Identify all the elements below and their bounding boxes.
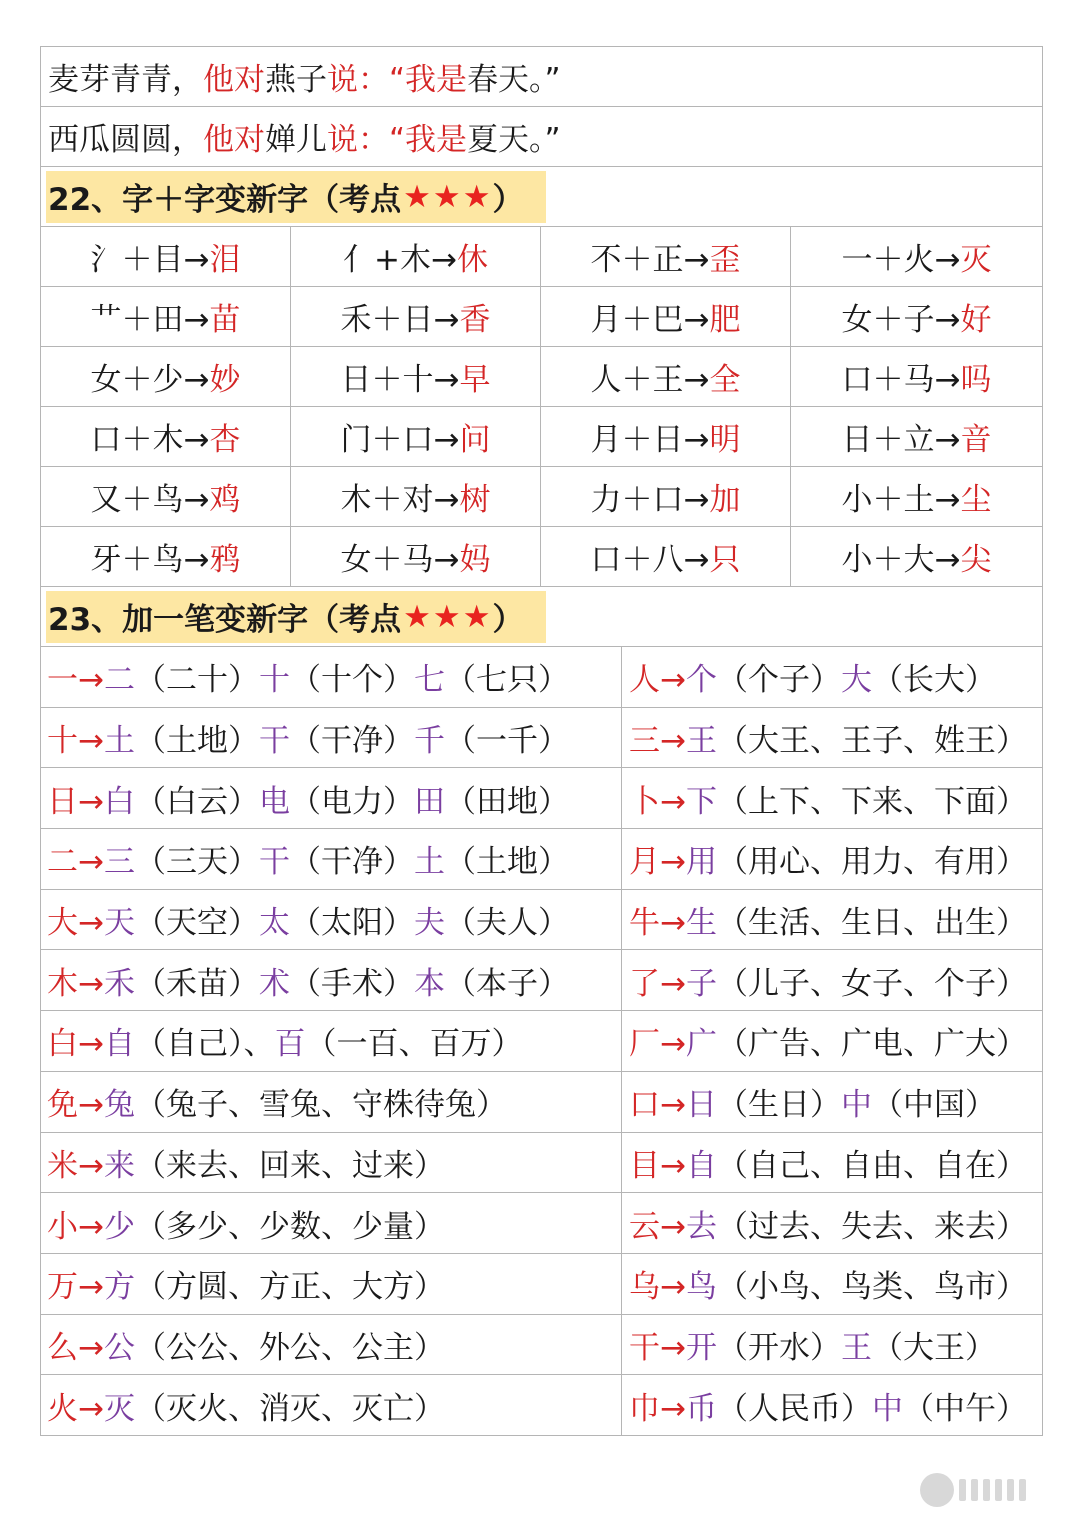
- stroke-words: （中午）: [902, 1390, 1027, 1427]
- compose-formula: 又＋鸟→: [90, 482, 210, 518]
- stroke-cell-left: [41, 1193, 622, 1253]
- compose-formula: 氵＋目→: [90, 242, 210, 278]
- stroke-cell-left: [41, 950, 622, 1010]
- stroke-row: [41, 890, 1042, 951]
- stroke-row: [41, 1133, 1042, 1194]
- stroke-new-char: 大: [840, 662, 872, 699]
- compose-formula: 一＋火→: [841, 242, 961, 278]
- stroke-cell-right: [622, 1133, 1042, 1193]
- compose-cell: [541, 467, 791, 526]
- stroke-row: [41, 708, 1042, 769]
- stroke-cell-right: [622, 1254, 1042, 1314]
- stroke-new-char: 土: [103, 723, 135, 760]
- compose-result: 早: [459, 362, 491, 398]
- stroke-new-char: 太: [258, 905, 290, 942]
- stroke-row: [41, 1011, 1042, 1072]
- compose-cell: [791, 347, 1042, 406]
- compose-cell: [41, 407, 291, 466]
- stroke-words: （公公、外公、公主）: [134, 1329, 445, 1366]
- stroke-words: （大王）: [871, 1329, 996, 1366]
- intro-text: 夏天。”: [467, 122, 561, 158]
- stroke-row: [41, 950, 1042, 1011]
- stroke-words: （太阳）: [289, 905, 414, 942]
- stroke-cell-right: [622, 1011, 1042, 1071]
- stroke-new-char: 方: [103, 1269, 135, 1306]
- stroke-cell-left: [41, 890, 622, 950]
- compose-result: 全: [709, 362, 741, 398]
- stroke-grid: [41, 647, 1042, 1436]
- stroke-new-char: 田: [413, 783, 445, 820]
- section-title-close: ）: [492, 602, 524, 638]
- stroke-new-char: 干: [258, 844, 290, 881]
- stroke-words: （自己）、: [134, 1026, 275, 1063]
- compose-result: 灭: [960, 242, 992, 278]
- stroke-row: [41, 1072, 1042, 1133]
- stroke-source: 乌→: [629, 1269, 686, 1306]
- compose-formula: 口＋八→: [590, 542, 710, 578]
- compose-formula: 禾＋日→: [340, 302, 460, 338]
- compose-cell: [41, 467, 291, 526]
- stroke-cell-right: [622, 890, 1042, 950]
- stroke-words: （夫人）: [444, 905, 569, 942]
- stroke-cell-right: [622, 1072, 1042, 1132]
- stroke-cell-right: [622, 708, 1042, 768]
- compose-result: 妙: [209, 362, 241, 398]
- stroke-new-char: 子: [685, 965, 717, 1002]
- compose-result: 歪: [709, 242, 741, 278]
- compose-formula: 力＋口→: [590, 482, 710, 518]
- stroke-row: [41, 1254, 1042, 1315]
- stroke-words: （禾苗）: [134, 965, 259, 1002]
- stroke-words: （生日）: [716, 1087, 841, 1124]
- stroke-new-char: 去: [685, 1208, 717, 1245]
- compose-result: 尖: [960, 542, 992, 578]
- intro-text: 麦芽青青，: [48, 62, 203, 98]
- stroke-source: 牛→: [629, 905, 686, 942]
- stroke-row: [41, 829, 1042, 890]
- stroke-cell-left: [41, 768, 622, 828]
- compose-row: [41, 407, 1042, 467]
- star-rating-icon: ★★★: [403, 178, 493, 215]
- stroke-cell-right: [622, 1315, 1042, 1375]
- stroke-cell-right: [622, 768, 1042, 828]
- stroke-words: （土地）: [444, 844, 569, 881]
- compose-formula: 人＋王→: [590, 362, 710, 398]
- compose-cell: [541, 527, 791, 586]
- stroke-new-char: 千: [413, 723, 445, 760]
- compose-row: [41, 227, 1042, 287]
- stroke-new-char: 七: [413, 662, 445, 699]
- stroke-new-char: 公: [103, 1329, 135, 1366]
- stroke-new-char: 广: [685, 1026, 717, 1063]
- stroke-cell-left: [41, 1254, 622, 1314]
- stroke-source: 二→: [47, 844, 104, 881]
- stroke-words: （七只）: [444, 662, 569, 699]
- stroke-cell-right: [622, 1375, 1042, 1435]
- stroke-words: （方圆、方正、大方）: [134, 1269, 445, 1306]
- stroke-cell-right: [622, 829, 1042, 889]
- stroke-new-char: 灭: [103, 1390, 135, 1427]
- intro-text-red: 说：“我是: [327, 62, 468, 98]
- stroke-new-char: 二: [103, 662, 135, 699]
- stroke-new-char: 禾: [103, 965, 135, 1002]
- compose-cell: [291, 527, 541, 586]
- compose-formula: 口＋马→: [841, 362, 961, 398]
- stroke-words: （一千）: [444, 723, 569, 760]
- compose-cell: [541, 227, 791, 286]
- compose-result: 尘: [960, 482, 992, 518]
- compose-formula: 女＋马→: [340, 542, 460, 578]
- stroke-new-char: 夫: [413, 905, 445, 942]
- stroke-new-char: 个: [685, 662, 717, 699]
- compose-cell: [291, 467, 541, 526]
- stroke-cell-left: [41, 647, 622, 707]
- stroke-source: 万→: [47, 1269, 104, 1306]
- stroke-words: （手术）: [289, 965, 414, 1002]
- stroke-new-char: 下: [685, 783, 717, 820]
- stroke-source: 火→: [47, 1390, 104, 1427]
- compose-result: 明: [709, 422, 741, 458]
- stroke-words: （个子）: [716, 662, 841, 699]
- section-22-header: [41, 167, 1042, 227]
- compose-formula: 日＋十→: [340, 362, 460, 398]
- compose-formula: 小＋大→: [841, 542, 961, 578]
- compose-formula: 口＋木→: [90, 422, 210, 458]
- stroke-source: 干→: [629, 1329, 686, 1366]
- stroke-source: 月→: [629, 844, 686, 881]
- compose-row: [41, 527, 1042, 587]
- stroke-words: （电力）: [289, 783, 414, 820]
- stroke-new-char: 白: [103, 783, 135, 820]
- stroke-cell-left: [41, 1133, 622, 1193]
- stroke-new-char: 中: [840, 1087, 872, 1124]
- stroke-row: [41, 1375, 1042, 1436]
- stroke-row: [41, 1193, 1042, 1254]
- intro-text-red: 他对: [203, 62, 265, 98]
- compose-result: 鸦: [209, 542, 241, 578]
- section-23-header: [41, 587, 1042, 647]
- compose-cell: [791, 407, 1042, 466]
- compose-formula: 小＋土→: [841, 482, 961, 518]
- stroke-words: （自己、自由、自在）: [716, 1147, 1027, 1184]
- stroke-words: （二十）: [134, 662, 259, 699]
- compose-formula: 不＋正→: [590, 242, 710, 278]
- compose-result: 树: [459, 482, 491, 518]
- compose-result: 好: [960, 302, 992, 338]
- stroke-new-char: 十: [258, 662, 290, 699]
- compose-cell: [41, 347, 291, 406]
- stroke-words: （干净）: [289, 723, 414, 760]
- star-rating-icon: ★★★: [403, 598, 493, 635]
- stroke-source: 目→: [629, 1147, 686, 1184]
- stroke-source: 巾→: [629, 1390, 686, 1427]
- stroke-new-char: 币: [685, 1390, 717, 1427]
- stroke-cell-right: [622, 950, 1042, 1010]
- stroke-cell-right: [622, 1193, 1042, 1253]
- stroke-words: （田地）: [444, 783, 569, 820]
- compose-result: 加: [709, 482, 741, 518]
- stroke-words: （来去、回来、过来）: [134, 1147, 445, 1184]
- compose-formula: 木＋对→: [340, 482, 460, 518]
- stroke-row: [41, 1315, 1042, 1376]
- stroke-new-char: 用: [685, 844, 717, 881]
- compose-result: 肥: [709, 302, 741, 338]
- stroke-source: 白→: [47, 1026, 104, 1063]
- stroke-source: 口→: [629, 1087, 686, 1124]
- intro-text: 西瓜圆圆，: [48, 122, 203, 158]
- stroke-source: 免→: [47, 1087, 104, 1124]
- stroke-new-char: 术: [258, 965, 290, 1002]
- compose-result: 妈: [459, 542, 491, 578]
- compose-result: 吗: [960, 362, 992, 398]
- stroke-words: （十个）: [289, 662, 414, 699]
- compose-result: 音: [960, 422, 992, 458]
- stroke-new-char: 三: [103, 844, 135, 881]
- intro-text-red: 他对: [203, 122, 265, 158]
- stroke-new-char: 王: [685, 723, 717, 760]
- stroke-words: （开水）: [716, 1329, 841, 1366]
- compose-cell: [291, 227, 541, 286]
- section-title-text: 22、字＋字变新字（考点: [48, 182, 402, 218]
- stroke-words: （一百、百万）: [305, 1026, 523, 1063]
- stroke-cell-left: [41, 1315, 622, 1375]
- stroke-source: 卜→: [629, 783, 686, 820]
- compose-result: 香: [459, 302, 491, 338]
- compose-cell: [41, 227, 291, 286]
- stroke-cell-left: [41, 1011, 622, 1071]
- stroke-new-char: 生: [685, 905, 717, 942]
- stroke-cell-left: [41, 829, 622, 889]
- compose-cell: [791, 467, 1042, 526]
- stroke-new-char: 日: [685, 1087, 717, 1124]
- compose-cell: [791, 227, 1042, 286]
- compose-cell: [41, 527, 291, 586]
- compose-result: 苗: [209, 302, 241, 338]
- compose-cell: [41, 287, 291, 346]
- compose-result: 休: [456, 242, 488, 278]
- stroke-source: 木→: [47, 965, 104, 1002]
- stroke-source: 米→: [47, 1147, 104, 1184]
- compose-result: 杏: [209, 422, 241, 458]
- stroke-words: （生活、生日、出生）: [716, 905, 1027, 942]
- stroke-new-char: 鸟: [685, 1269, 717, 1306]
- intro-text: 燕子: [265, 62, 327, 98]
- stroke-words: （三天）: [134, 844, 259, 881]
- stroke-source: 十→: [47, 723, 104, 760]
- stroke-words: （儿子、女子、个子）: [716, 965, 1027, 1002]
- stroke-source: 日→: [47, 783, 104, 820]
- stroke-new-char: 百: [274, 1026, 306, 1063]
- stroke-source: 一→: [47, 662, 104, 699]
- stroke-cell-left: [41, 1072, 622, 1132]
- stroke-new-char: 本: [413, 965, 445, 1002]
- stroke-new-char: 来: [103, 1147, 135, 1184]
- stroke-new-char: 土: [413, 844, 445, 881]
- compose-formula: 门＋口→: [340, 422, 460, 458]
- stroke-new-char: 自: [685, 1147, 717, 1184]
- stroke-words: （灭火、消灭、灭亡）: [134, 1390, 445, 1427]
- stroke-cell-left: [41, 708, 622, 768]
- compose-result: 问: [459, 422, 491, 458]
- compose-formula: 女＋子→: [841, 302, 961, 338]
- stroke-words: （本子）: [444, 965, 569, 1002]
- compose-result: 鸡: [209, 482, 241, 518]
- compose-cell: [541, 287, 791, 346]
- stroke-new-char: 干: [258, 723, 290, 760]
- stroke-words: （多少、少数、少量）: [134, 1208, 445, 1245]
- compose-formula: 日＋立→: [841, 422, 961, 458]
- compose-formula: 艹＋田→: [90, 302, 210, 338]
- compose-cell: [791, 527, 1042, 586]
- compose-cell: [291, 407, 541, 466]
- stroke-source: 么→: [47, 1329, 104, 1366]
- stroke-source: 大→: [47, 905, 104, 942]
- stroke-words: （大王、王子、姓王）: [716, 723, 1027, 760]
- stroke-source: 云→: [629, 1208, 686, 1245]
- stroke-words: （上下、下来、下面）: [716, 783, 1027, 820]
- stroke-new-char: 兔: [103, 1087, 135, 1124]
- section-title-text: 23、加一笔变新字（考点: [48, 602, 402, 638]
- stroke-words: （过去、失去、来去）: [716, 1208, 1027, 1245]
- compose-row: [41, 467, 1042, 527]
- compose-formula: 月＋巴→: [590, 302, 710, 338]
- stroke-new-char: 自: [103, 1026, 135, 1063]
- intro-text: 春天。”: [467, 62, 561, 98]
- worksheet-table: [40, 46, 1043, 1436]
- compose-formula: 女＋少→: [90, 362, 210, 398]
- watermark-logo: [920, 1472, 1060, 1508]
- compose-cell: [791, 287, 1042, 346]
- stroke-words: （广告、广电、广大）: [716, 1026, 1027, 1063]
- stroke-words: （兔子、雪兔、守株待兔）: [134, 1087, 507, 1124]
- stroke-cell-right: [622, 647, 1042, 707]
- stroke-new-char: 中: [871, 1390, 903, 1427]
- compose-result: 泪: [209, 242, 241, 278]
- compose-formula: 亻+木→: [343, 242, 457, 278]
- stroke-words: （白云）: [134, 783, 259, 820]
- compose-formula: 月＋日→: [590, 422, 710, 458]
- compose-cell: [541, 407, 791, 466]
- stroke-words: （长大）: [871, 662, 996, 699]
- stroke-words: （干净）: [289, 844, 414, 881]
- stroke-words: （天空）: [134, 905, 259, 942]
- compose-cell: [541, 347, 791, 406]
- compose-row: [41, 287, 1042, 347]
- stroke-words: （土地）: [134, 723, 259, 760]
- stroke-source: 人→: [629, 662, 686, 699]
- compose-formula: 牙＋鸟→: [90, 542, 210, 578]
- compose-grid: [41, 227, 1042, 587]
- stroke-source: 小→: [47, 1208, 104, 1245]
- stroke-new-char: 开: [685, 1329, 717, 1366]
- section-23-title: [46, 591, 546, 643]
- stroke-source: 三→: [629, 723, 686, 760]
- intro-line-2: [41, 107, 1042, 167]
- compose-result: 只: [709, 542, 741, 578]
- section-title-close: ）: [492, 182, 524, 218]
- stroke-new-char: 电: [258, 783, 290, 820]
- compose-row: [41, 347, 1042, 407]
- stroke-cell-left: [41, 1375, 622, 1435]
- stroke-row: [41, 768, 1042, 829]
- stroke-source: 了→: [629, 965, 686, 1002]
- section-22-title: [46, 171, 546, 223]
- stroke-row: [41, 647, 1042, 708]
- stroke-new-char: 少: [103, 1208, 135, 1245]
- stroke-words: （小鸟、鸟类、鸟市）: [716, 1269, 1027, 1306]
- compose-cell: [291, 287, 541, 346]
- stroke-words: （中国）: [871, 1087, 996, 1124]
- compose-cell: [291, 347, 541, 406]
- stroke-new-char: 天: [103, 905, 135, 942]
- intro-line-1: [41, 47, 1042, 107]
- intro-text-red: 说：“我是: [327, 122, 468, 158]
- stroke-words: （人民币）: [716, 1390, 872, 1427]
- stroke-new-char: 王: [840, 1329, 872, 1366]
- intro-text: 婵儿: [265, 122, 327, 158]
- stroke-source: 厂→: [629, 1026, 686, 1063]
- stroke-words: （用心、用力、有用）: [716, 844, 1027, 881]
